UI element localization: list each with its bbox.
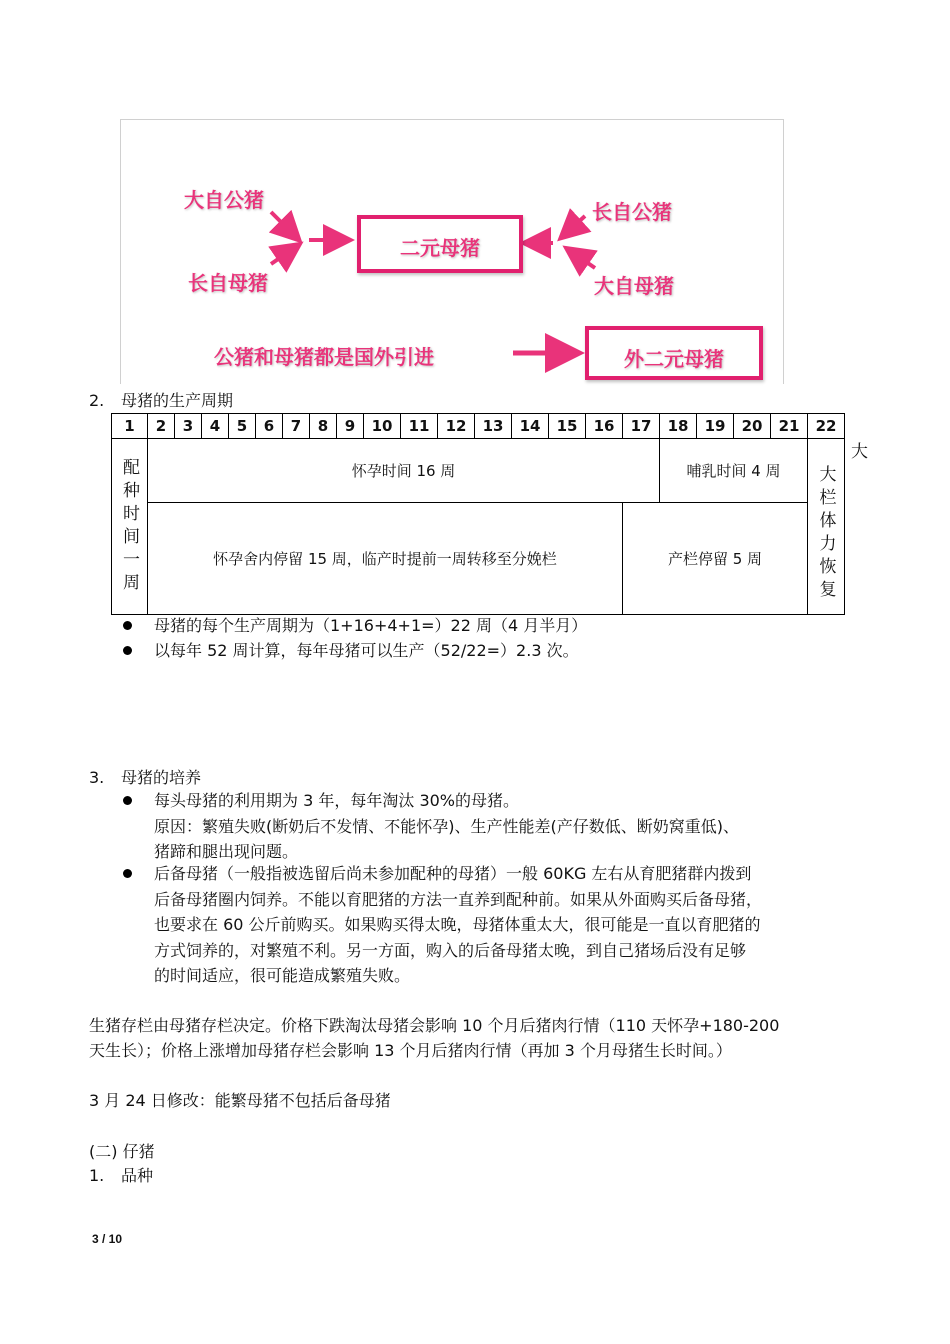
gilt-line-1: 后备母猪（一般指被选留后尚未参加配种的母猪）一般 60KG 左右从育肥猪群内拨到 (154, 864, 752, 883)
subsection-number: 1. (89, 1166, 105, 1185)
bullet-dot (123, 869, 132, 878)
week-cell: 11 (401, 414, 438, 439)
page-number: 3 / 10 (92, 1232, 123, 1246)
mating-text: 配种时间一周 (119, 457, 139, 596)
arrow-boar2 (563, 216, 585, 236)
section2-title: 母猪的生产周期 (121, 391, 234, 410)
mating-cell (112, 439, 148, 615)
week-cell: 6 (256, 414, 283, 439)
week-cell: 1 (112, 414, 148, 439)
subsection-title: 品种 (121, 1166, 154, 1185)
arrow-boar1 (271, 212, 297, 238)
revision-note: 3 月 24 日修改：能繁母猪不包括后备母猪 (89, 1091, 391, 1110)
bullet-dot (123, 646, 132, 655)
bullet-dot (123, 621, 132, 630)
cycle-bullet-2: 以每年 52 周计算，每年母猪可以生产（52/22=）2.3 次。 (154, 641, 579, 660)
week-cell: 3 (175, 414, 202, 439)
week-header-row (112, 414, 845, 439)
breeding-diagram (120, 119, 784, 384)
label-note: 公猪和母猪都是国外引进 (214, 345, 434, 369)
label-boar2: 长自公猪 (592, 200, 672, 224)
inventory-para-line-2: 天生长）；价格上涨增加母猪存栏会影响 13 个月后猪肉行情（再加 3 个月母猪生长时间。） (89, 1041, 732, 1060)
label-sow1: 长自母猪 (188, 271, 268, 295)
week-cell: 4 (202, 414, 229, 439)
sow-reason-line-1: 原因：繁殖失败(断奶后不发情、不能怀孕)、生产性能差(产仔数低、断奶窝重低)、 (154, 817, 739, 836)
week-cell: 18 (660, 414, 697, 439)
week-cell: 15 (549, 414, 586, 439)
week-cell: 17 (623, 414, 660, 439)
arrow-sow2 (569, 250, 595, 268)
bullet-dot (123, 796, 132, 805)
phase-row-2 (112, 503, 845, 615)
overflow-char: 大 (851, 442, 868, 462)
result-box (585, 326, 763, 380)
sow-reason-line-2: 猪蹄和腿出现问题。 (154, 842, 299, 861)
section2-number: 2. (89, 391, 105, 410)
gestation-house-cell: 怀孕舍内停留 15 周，临产时提前一周转移至分娩栏 (148, 503, 623, 615)
week-cell: 12 (438, 414, 475, 439)
farrowing-cell: 产栏停留 5 周 (623, 503, 808, 615)
week-cell: 8 (310, 414, 337, 439)
section3-number: 3. (89, 768, 105, 787)
gilt-line-2: 后备母猪圈内饲养。不能以育肥猪的方法一直养到配种前。如果从外面购买后备母猪， (154, 890, 763, 909)
gilt-line-3: 也要求在 60 公斤前购买。如果购买得太晚，母猪体重太大，很可能是一直以育肥猪的 (154, 915, 761, 934)
production-cycle-table (111, 413, 845, 615)
center-box (357, 215, 523, 273)
week-cell: 9 (337, 414, 364, 439)
recovery-cell (808, 439, 845, 615)
section-piglets: (二) 仔猪 (89, 1142, 155, 1161)
week-cell: 5 (229, 414, 256, 439)
gilt-line-4: 方式饲养的，对繁殖不利。另一方面，购入的后备母猪太晚，到自己猪场后没有足够 (154, 941, 747, 960)
label-result: 外二元母猪 (624, 347, 724, 371)
recovery-text: 大栏体力恢复 (815, 464, 836, 603)
label-boar1: 大自公猪 (184, 188, 264, 212)
label-sow2: 大自母猪 (594, 274, 674, 298)
cycle-bullet-1: 母猪的每个生产周期为（1+16+4+1=）22 周（4 月半月） (154, 616, 588, 635)
week-cell: 14 (512, 414, 549, 439)
week-cell: 2 (148, 414, 175, 439)
inventory-para-line-1: 生猪存栏由母猪存栏决定。价格下跌淘汰母猪会影响 10 个月后猪肉行情（110 天怀孕+180-200 (89, 1016, 780, 1035)
week-cell: 19 (697, 414, 734, 439)
gilt-line-5: 的时间适应，很可能造成繁殖失败。 (154, 966, 411, 985)
week-cell: 22 (808, 414, 845, 439)
phase-row-1 (112, 439, 845, 503)
pregnancy-cell: 怀孕时间 16 周 (148, 439, 660, 503)
week-cell: 7 (283, 414, 310, 439)
section3-title: 母猪的培养 (121, 768, 202, 787)
week-cell: 20 (734, 414, 771, 439)
week-cell: 10 (364, 414, 401, 439)
week-cell: 21 (771, 414, 808, 439)
arrow-sow1 (271, 246, 297, 264)
week-cell: 16 (586, 414, 623, 439)
label-center: 二元母猪 (400, 236, 480, 260)
week-cell: 13 (475, 414, 512, 439)
sow-bullet-1: 每头母猪的利用期为 3 年，每年淘汰 30%的母猪。 (154, 791, 520, 810)
lactation-cell: 哺乳时间 4 周 (660, 439, 808, 503)
